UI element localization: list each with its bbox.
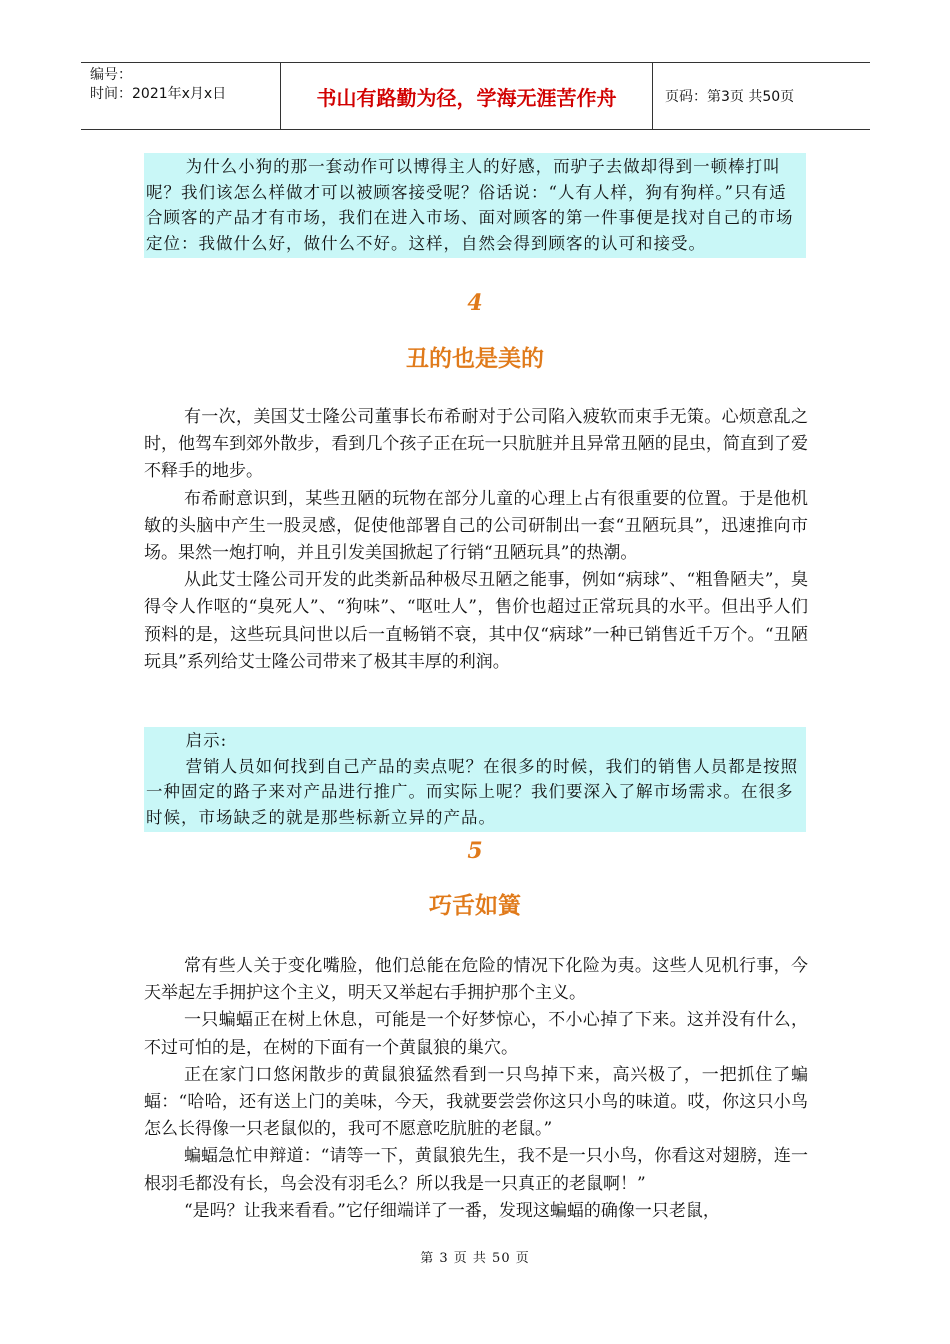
insight-text: 营销人员如何找到自己产品的卖点呢？在很多的时候，我们的销售人员都是按照一种固定的路子来对产品进行推广。而实际上呢？我们要深入了解市场需求。在很多时候，市场缺乏的就是那些标新立异的产品。 xyxy=(146,756,799,827)
story4-body xyxy=(144,404,808,676)
story5-paragraph: 一只蝙蝠正在树上休息，可能是一个好梦惊心，不小心掉了下来。这并没有什么，不过可怕的是，在树的下面有一个黄鼠狼的巢穴。 xyxy=(144,1010,808,1058)
header-motto: 书山有路勤为径，学海无涯苦作舟 xyxy=(281,63,653,129)
story5-paragraph: “是吗？让我来看看。”它仔细端详了一番，发现这蝙蝠的确像一只老鼠， xyxy=(183,1200,720,1221)
story4-paragraph: 布希耐意识到，某些丑陋的玩物在部分儿童的心理上占有很重要的位置。于是他机敏的头脑中产生一股灵感，促使他部署自己的公司研制出一套“丑陋玩具”，迅速推向市场。果然一炮打响，并且引发美国掀起了行销“丑陋玩具”的热潮。 xyxy=(144,488,808,564)
story5-paragraph: 常有些人关于变化嘴脸，他们总能在危险的情况下化险为夷。这些人见机行事，今天举起左手拥护这个主义，明天又举起右手拥护那个主义。 xyxy=(144,956,808,1004)
story5-title: 巧舌如簧 xyxy=(429,893,521,919)
intro-highlight-box xyxy=(144,153,806,258)
header-page-code: 页码：第3页 共50页 xyxy=(665,89,795,105)
story5-number: 5 xyxy=(467,838,483,864)
story5-body xyxy=(144,953,808,1225)
page-footer: 第 3 页 共 50 页 xyxy=(420,1251,530,1266)
header-meta xyxy=(81,63,281,129)
story4-title: 丑的也是美的 xyxy=(406,346,544,372)
time-label: 时间：2021年x月x日 xyxy=(90,86,227,102)
story4-paragraph: 有一次，美国艾士隆公司董事长布希耐对于公司陷入疲软而束手无策。心烦意乱之时，他驾车到郊外散步，看到几个孩子正在玩一只肮脏并且异常丑陋的昆虫，简直到了爱不释手的地步。 xyxy=(144,407,808,482)
intro-paragraph: 为什么小狗的那一套动作可以博得主人的好感，而驴子去做却得到一顿棒打叫呢？我们该怎么样做才可以被顾客接受呢？俗话说：“人有人样，狗有狗样。”只有适合顾客的产品才有市场，我们在进入市场、面对顾客的第一件事便是找对自己的市场定位：我做什么好，做什么不好。这样，自然会得到顾客的认可和接受。 xyxy=(146,157,794,253)
story4-number: 4 xyxy=(467,290,483,316)
story5-paragraph: 正在家门口悠闲散步的黄鼠狼猛然看到一只鸟掉下来，高兴极了，一把抓住了蝙蝠：“哈哈，还有送上门的美味，今天，我就要尝尝你这只小鸟的味道。哎，你这只小鸟怎么长得像一只老鼠似的，我可不愿意吃肮脏的老鼠。” xyxy=(144,1064,808,1140)
story4-paragraph: 从此艾士隆公司开发的此类新品种极尽丑陋之能事，例如“病球”、“粗鲁陋夫”，臭得令人作呕的“臭死人”、“狗味”、“呕吐人”，售价也超过正常玩具的水平。但出乎人们预料的是，这些玩具问世以后一直畅销不衰，其中仅“病球”一种已销售近千万个。“丑陋玩具”系列给艾士隆公司带来了极其丰厚的利润。 xyxy=(144,570,808,672)
number-label: 编号： xyxy=(90,67,132,83)
insight-label: 启示: xyxy=(185,731,228,750)
insight-highlight-box xyxy=(144,727,806,832)
story5-paragraph: 蝙蝠急忙申辩道：“请等一下，黄鼠狼先生，我不是一只小鸟，你看这对翅膀，连一根羽毛都没有长，鸟会没有羽毛么？所以我是一只真正的老鼠啊！” xyxy=(144,1146,808,1194)
page-header xyxy=(81,62,870,130)
